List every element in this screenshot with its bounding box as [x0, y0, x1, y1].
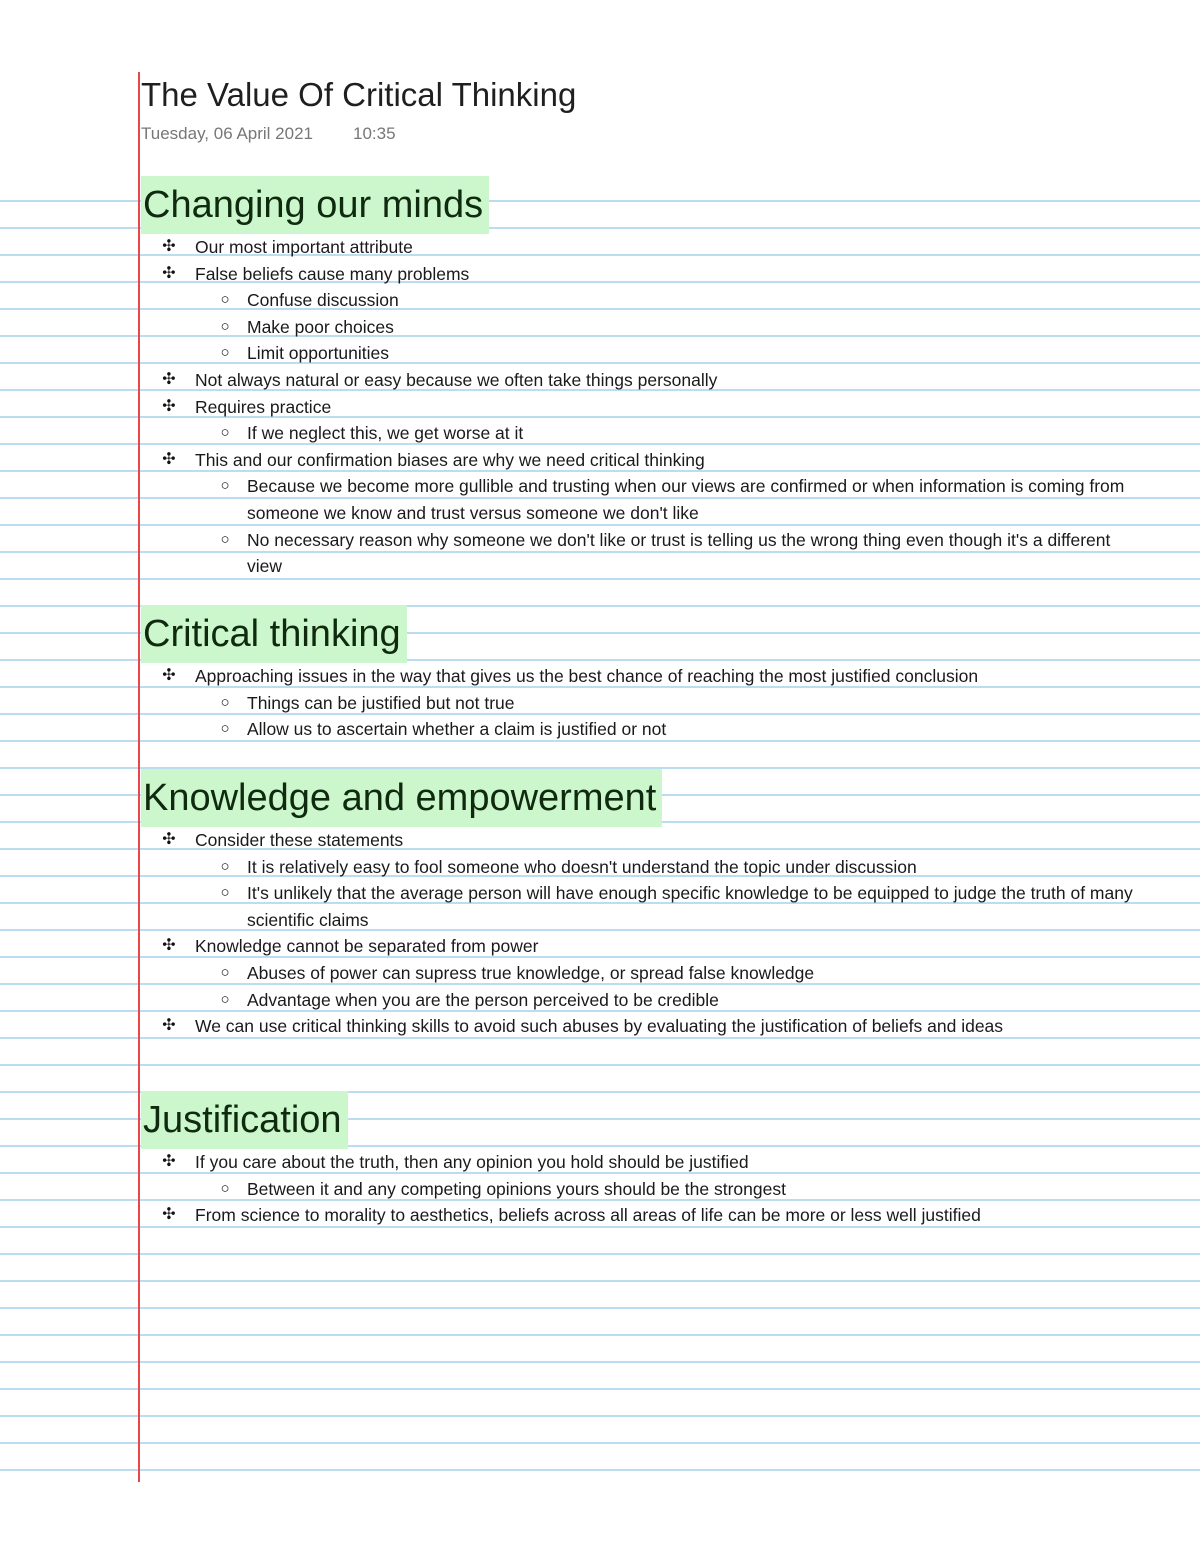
list-item[interactable] — [141, 854, 1141, 881]
notebook-margin-line — [138, 72, 140, 1482]
list-item[interactable] — [141, 367, 1141, 394]
hollow-circle-icon: ○ — [220, 530, 230, 548]
list-item-text: Not always natural or easy because we often take things personally — [195, 369, 718, 390]
hollow-circle-icon: ○ — [220, 963, 230, 981]
list-item[interactable] — [141, 880, 1141, 933]
four-pointed-star-icon: ✣ — [162, 397, 176, 415]
list-item-text: Consider these statements — [195, 830, 404, 850]
list-item-text: It is relatively easy to fool someone who doesn't understand the topic under discussion — [247, 856, 917, 877]
list-item[interactable] — [141, 1202, 1141, 1229]
list-item-text: Allow us to ascertain whether a claim is justified or not — [247, 719, 667, 740]
note-page — [141, 72, 1141, 1226]
list-item[interactable] — [141, 473, 1141, 526]
hollow-circle-icon: ○ — [220, 317, 230, 335]
hollow-circle-icon: ○ — [220, 344, 230, 362]
hollow-circle-icon: ○ — [220, 990, 230, 1008]
page-meta — [141, 122, 1141, 146]
list-item-text: False beliefs cause many problems — [195, 263, 470, 284]
section-heading[interactable]: Justification — [141, 1091, 348, 1149]
section-justification — [141, 1091, 1141, 1229]
list-item[interactable] — [141, 527, 1141, 580]
list-item-text: Approaching issues in the way that gives us the best chance of reaching the most justified conclusion — [195, 666, 979, 686]
hollow-circle-icon: ○ — [220, 1179, 230, 1197]
section-heading[interactable]: Critical thinking — [141, 605, 407, 663]
list-item-text: Because we become more gullible and trusting when our views are confirmed or when information is coming from someone we know and trust versus someone we don't like — [247, 476, 1125, 523]
list-item[interactable] — [141, 287, 1141, 314]
list-item[interactable] — [141, 420, 1141, 447]
section-knowledge-and-empowerment — [141, 769, 1141, 1040]
section-heading[interactable]: Changing our minds — [141, 176, 489, 234]
list-item-text: Confuse discussion — [247, 290, 399, 311]
section-changing-our-minds — [141, 176, 1141, 580]
list-item[interactable] — [141, 960, 1141, 987]
four-pointed-star-icon: ✣ — [162, 238, 176, 255]
section-critical-thinking — [141, 605, 1141, 743]
list-item-text: Abuses of power can supress true knowledge, or spread false knowledge — [247, 962, 815, 983]
list-item-text: Between it and any competing opinions yours should be the strongest — [247, 1178, 786, 1199]
page-time: 10:35 — [353, 124, 396, 143]
list-item[interactable] — [141, 234, 1141, 261]
list-item[interactable] — [141, 340, 1141, 367]
four-pointed-star-icon: ✣ — [162, 831, 176, 848]
list-item[interactable] — [141, 690, 1141, 717]
section-heading[interactable]: Knowledge and empowerment — [141, 769, 662, 827]
list-item-text: If we neglect this, we get worse at it — [247, 423, 524, 444]
list-item[interactable] — [141, 663, 1141, 690]
list-item-text: Requires practice — [195, 396, 332, 417]
list-item-text: Knowledge cannot be separated from power — [195, 936, 539, 957]
bullet-list — [141, 827, 1141, 1040]
list-item[interactable] — [141, 447, 1141, 474]
four-pointed-star-icon: ✣ — [162, 450, 176, 468]
list-item[interactable] — [141, 1013, 1141, 1040]
bullet-list — [141, 1149, 1141, 1229]
list-item-text: Make poor choices — [247, 316, 394, 337]
list-item[interactable] — [141, 261, 1141, 288]
four-pointed-star-icon: ✣ — [162, 370, 176, 388]
bullet-list — [141, 663, 1141, 743]
page-date: Tuesday, 06 April 2021 — [141, 124, 314, 143]
hollow-circle-icon: ○ — [220, 857, 230, 875]
list-item-text: Limit opportunities — [247, 343, 390, 364]
list-item-text: Advantage when you are the person perceived to be credible — [247, 989, 719, 1010]
list-item-text: If you care about the truth, then any opinion you hold should be justified — [195, 1152, 749, 1172]
four-pointed-star-icon: ✣ — [162, 1017, 176, 1035]
hollow-circle-icon: ○ — [220, 424, 230, 442]
page-title[interactable]: The Value Of Critical Thinking — [141, 76, 577, 113]
hollow-circle-icon: ○ — [220, 291, 230, 309]
list-item[interactable] — [141, 987, 1141, 1014]
list-item[interactable] — [141, 314, 1141, 341]
list-item-text: No necessary reason why someone we don't like or trust is telling us the wrong thing even though it's a different view — [247, 529, 1111, 577]
hollow-circle-icon: ○ — [220, 693, 230, 711]
list-item[interactable] — [141, 827, 1141, 854]
four-pointed-star-icon: ✣ — [162, 667, 176, 684]
bullet-list — [141, 234, 1141, 580]
hollow-circle-icon: ○ — [220, 720, 230, 738]
four-pointed-star-icon: ✣ — [162, 937, 176, 955]
four-pointed-star-icon: ✣ — [162, 264, 176, 282]
hollow-circle-icon: ○ — [220, 884, 230, 902]
list-item[interactable] — [141, 394, 1141, 421]
list-item[interactable] — [141, 1176, 1141, 1203]
list-item-text: Our most important attribute — [195, 237, 413, 257]
list-item[interactable] — [141, 933, 1141, 960]
list-item[interactable] — [141, 716, 1141, 743]
four-pointed-star-icon: ✣ — [162, 1153, 176, 1170]
list-item-text: We can use critical thinking skills to avoid such abuses by evaluating the justification of beliefs and ideas — [195, 1016, 1004, 1037]
list-item-text: Things can be justified but not true — [247, 692, 515, 713]
list-item-text: This and our confirmation biases are why we need critical thinking — [195, 449, 705, 470]
four-pointed-star-icon: ✣ — [162, 1206, 176, 1224]
list-item-text: It's unlikely that the average person will have enough specific knowledge to be equipped to judge the truth of many scientific claims — [247, 883, 1133, 930]
list-item-text: From science to morality to aesthetics, beliefs across all areas of life can be more or less well justified — [195, 1205, 981, 1226]
hollow-circle-icon: ○ — [220, 477, 230, 495]
list-item[interactable] — [141, 1149, 1141, 1176]
